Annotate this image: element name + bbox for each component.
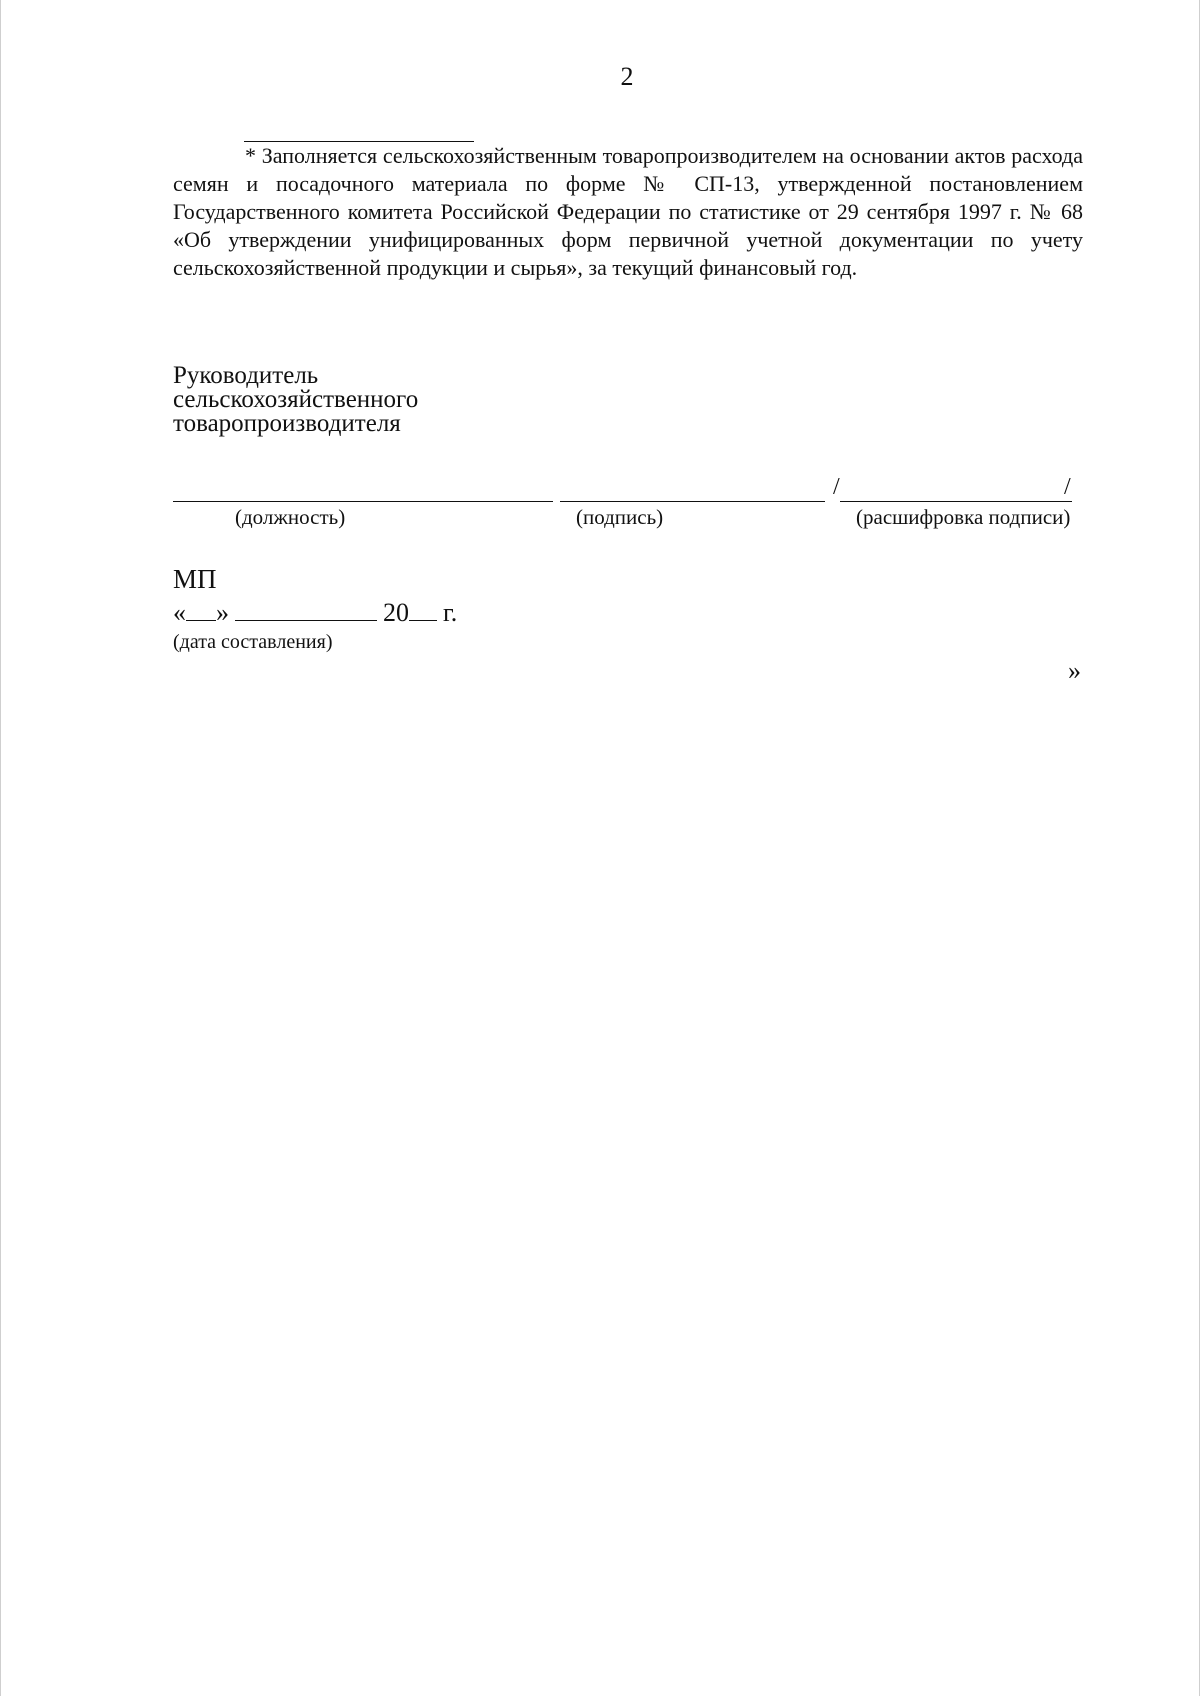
date-close-quote: » — [216, 598, 229, 627]
signer-title-line: сельскохозяйственного — [173, 386, 419, 413]
footnote-text: * Заполняется сельскохозяйственным товаропроизводителем на основании актов расхода семян и посадочного материала по форме № СП-13, утвержденной постановлением Государственного комитета Российской Федерации по статистике от 29 сентября 1997 г. № 68 «Об утверждении унифицированных форм первичной учетной документации по учету сельскохозяйственной продукции и сырья», за текущий финансовый год. — [173, 143, 1083, 280]
page-edge-left — [0, 0, 1, 1696]
signer-title — [173, 364, 418, 436]
position-field-line[interactable] — [173, 501, 553, 502]
signature-decode-caption: (расшифровка подписи) — [856, 505, 1071, 529]
date-year-field[interactable] — [409, 598, 437, 621]
slash-left: / — [833, 474, 840, 500]
date-row — [173, 598, 457, 628]
signer-title-line: товаропроизводителя — [173, 410, 401, 437]
signature-field-line[interactable] — [560, 501, 825, 502]
date-year-suffix: г. — [443, 598, 458, 627]
slash-right: / — [1064, 474, 1071, 500]
date-day-field[interactable] — [186, 598, 216, 621]
stamp-place-label: МП — [173, 564, 217, 594]
page-number: 2 — [620, 62, 634, 91]
date-caption: (дата составления) — [173, 631, 333, 653]
signature-caption: (подпись) — [576, 505, 664, 529]
closing-quote: » — [1068, 656, 1081, 685]
signer-title-line: Руководитель — [173, 362, 319, 389]
signature-decode-field-line[interactable] — [840, 501, 1072, 502]
position-caption: (должность) — [235, 505, 346, 529]
date-year-prefix: 20 — [383, 598, 409, 627]
date-open-quote: « — [173, 598, 186, 627]
date-month-field[interactable] — [235, 598, 377, 621]
